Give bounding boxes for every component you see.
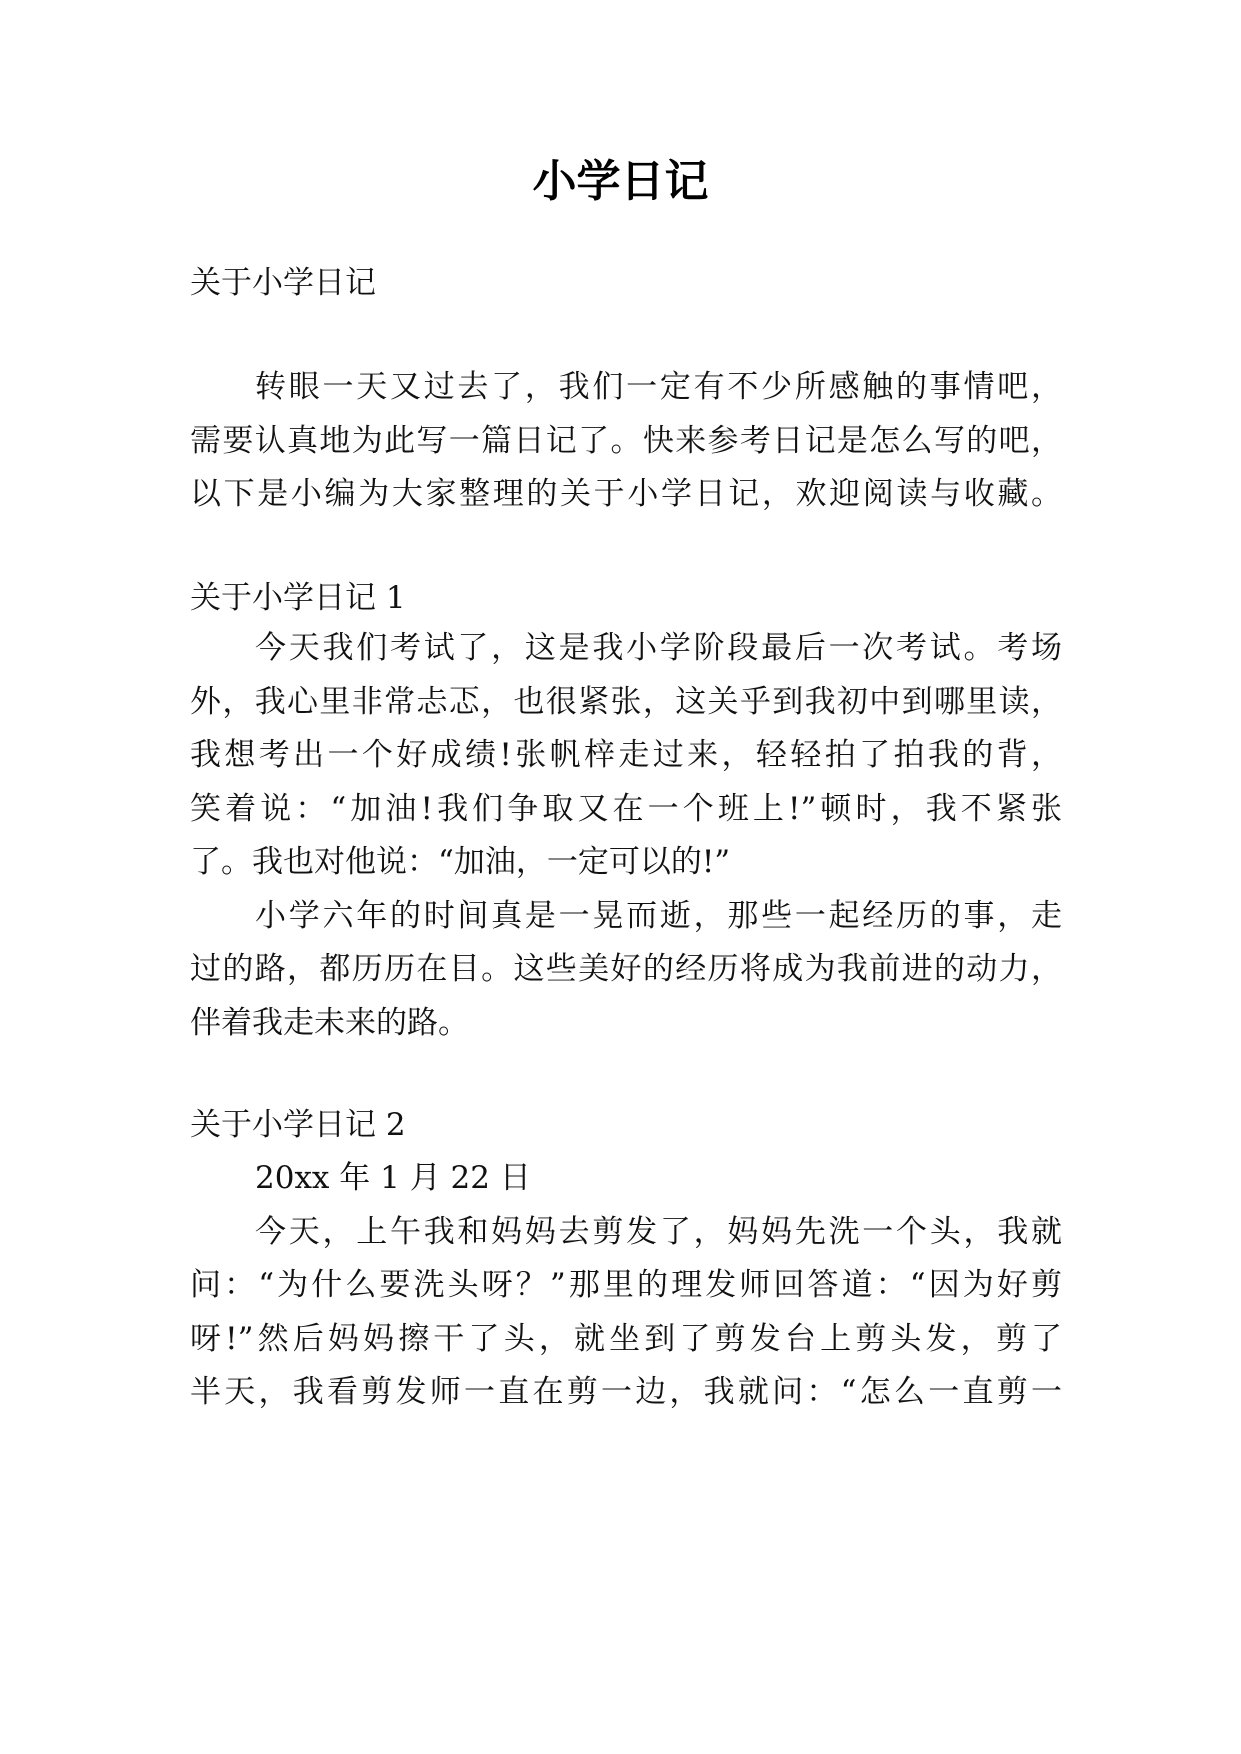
diary1-paragraph-line: 外，我心里非常忐忑，也很紧张，这关乎到我初中到哪里读， <box>190 684 1062 720</box>
diary1-paragraph-line: 了。我也对他说：“加油，一定可以的!” <box>190 844 731 880</box>
intro-paragraph-line: 需要认真地为此写一篇日记了。快来参考日记是怎么写的吧， <box>190 423 1062 459</box>
diary1-paragraph-line: 小学六年的时间真是一晃而逝，那些一起经历的事，走 <box>255 898 1062 934</box>
diary1-paragraph-line: 伴着我走未来的路。 <box>190 1005 469 1041</box>
section-heading-diary-1: 关于小学日记 1 <box>190 580 406 616</box>
section-heading-diary-2: 关于小学日记 2 <box>190 1107 406 1143</box>
diary2-paragraph-line: 呀!”然后妈妈擦干了头，就坐到了剪发台上剪头发，剪了 <box>190 1321 1062 1357</box>
diary2-date: 20xx 年 1 月 22 日 <box>255 1160 531 1196</box>
intro-paragraph-line: 以下是小编为大家整理的关于小学日记，欢迎阅读与收藏。 <box>190 476 1062 512</box>
diary2-paragraph-line: 半天，我看剪发师一直在剪一边，我就问：“怎么一直剪一 <box>190 1374 1062 1410</box>
diary1-paragraph-line: 今天我们考试了，这是我小学阶段最后一次考试。考场 <box>255 630 1062 666</box>
diary1-paragraph-line: 我想考出一个好成绩!张帆梓走过来，轻轻拍了拍我的背， <box>190 737 1062 773</box>
section-heading-intro: 关于小学日记 <box>190 265 376 301</box>
diary1-paragraph-line: 笑着说：“加油!我们争取又在一个班上!”顿时，我不紧张 <box>190 791 1062 827</box>
diary2-paragraph-line: 问：“为什么要洗头呀？”那里的理发师回答道：“因为好剪 <box>190 1267 1062 1303</box>
diary1-paragraph-line: 过的路，都历历在目。这些美好的经历将成为我前进的动力， <box>190 951 1062 987</box>
diary2-paragraph-line: 今天，上午我和妈妈去剪发了，妈妈先洗一个头，我就 <box>255 1214 1062 1250</box>
page-title: 小学日记 <box>532 156 709 207</box>
intro-paragraph-line: 转眼一天又过去了，我们一定有不少所感触的事情吧， <box>255 369 1062 405</box>
